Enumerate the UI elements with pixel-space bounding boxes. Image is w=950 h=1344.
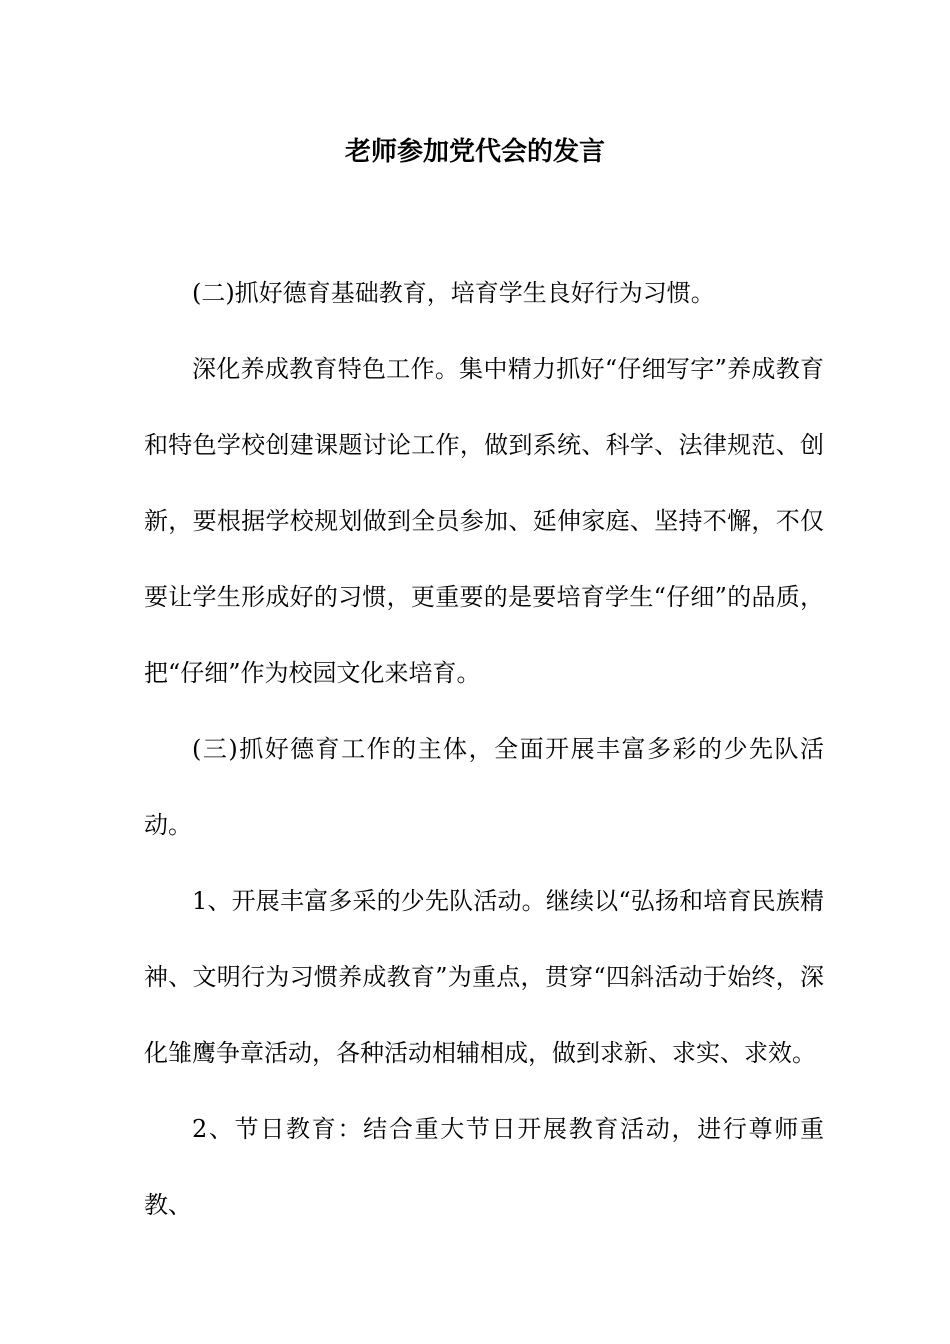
paragraph-2: 深化养成教育特色工作。集中精力抓好“仔细写字”养成教育和特色学校创建课题讨论工作，做到系统、科学、法律规范、创新，要根据学校规划做到全员参加、延伸家庭、坚持不懈，不仅要让学生形成好的习惯，更重要的是要培育学生“仔细”的品质，把“仔细”作为校园文化来培育。 [144,355,824,687]
paragraph-3: (三)抓好德育工作的主体，全面开展丰富多彩的少先队活动。 [144,735,824,839]
paragraph-5: 2、节日教育：结合重大节日开展教育活动，进行尊师重教、 [144,1115,824,1219]
document-title: 老师参加党代会的发言 [344,137,605,167]
document-body [144,255,824,1243]
paragraph-4: 1、开展丰富多采的少先队活动。继续以“弘扬和培育民族精神、文明行为习惯养成教育”为重点，贯穿“四斜活动于始终，深化雏鹰争章活动，各种活动相辅相成，做到求新、求实、求效。 [144,887,824,1067]
paragraph-1: (二)抓好德育基础教育，培育学生良好行为习惯。 [192,279,715,307]
